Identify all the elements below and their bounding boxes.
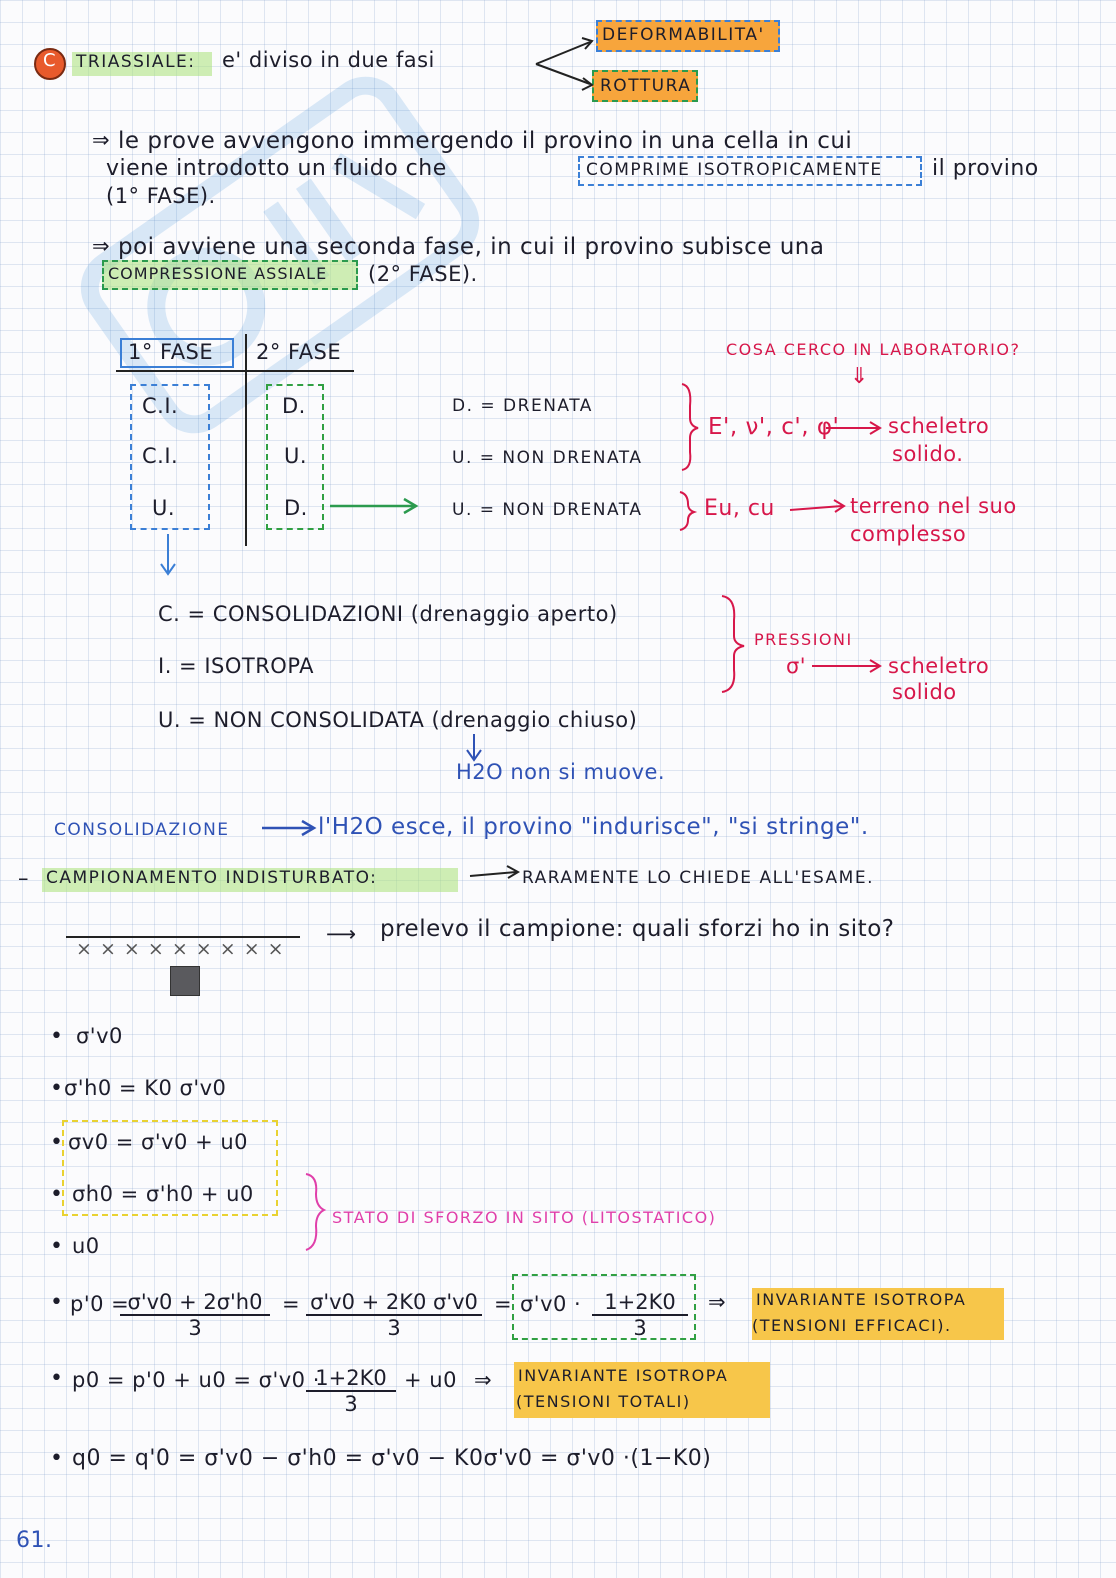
ground-marks: × × × × × × × × × xyxy=(76,938,285,960)
formula-sigma-h0-eff: σ'h0 = K0 σ'v0 xyxy=(64,1076,227,1100)
target-undrained-1: terreno nel suo xyxy=(850,494,1017,518)
bullet: • xyxy=(50,1446,63,1471)
para1-line3: (1° FASE). xyxy=(106,184,216,208)
equals: = xyxy=(494,1292,513,1316)
consolidation-text: l'H2O esce, il provino "indurisce", "si stringe". xyxy=(318,814,869,840)
legend-non-drenata: U. = NON DRENATA xyxy=(452,448,643,468)
p-label-2: (TENSIONI TOTALI) xyxy=(516,1392,691,1411)
section-letter: C xyxy=(43,50,57,71)
p-prime-frac-1-num: σ'v0 + 2σ'h0 xyxy=(120,1290,270,1316)
consolidation-term: CONSOLIDAZIONE xyxy=(54,820,230,840)
target-undrained-2: complesso xyxy=(850,522,967,546)
bullet: • xyxy=(50,1234,63,1259)
para1-line1: le prove avvengono immergendo il provino in una cella in cui xyxy=(118,128,853,154)
p-lhs: p0 = p'0 + u0 = σ'v0 · xyxy=(72,1368,320,1392)
black-arrow xyxy=(470,872,516,876)
pressures-target-1: scheletro xyxy=(888,654,990,678)
bullet: • xyxy=(50,1366,63,1391)
red-brace xyxy=(722,596,744,692)
table-col1-cell: U. xyxy=(152,496,176,520)
branch-rottura-label: ROTTURA xyxy=(600,76,692,96)
page-number: 61. xyxy=(16,1528,53,1553)
table-col2-cell: D. xyxy=(284,496,308,520)
para1-box-label: COMPRIME ISOTROPICAMENTE xyxy=(586,160,883,180)
p-frac-den: 3 xyxy=(344,1392,358,1416)
table-col2-cell: U. xyxy=(284,444,308,468)
table-col1-cell: C.I. xyxy=(142,444,179,468)
bullet: • xyxy=(50,1290,63,1315)
q-formula: q0 = q'0 = σ'v0 − σ'h0 = σ'v0 − K0σ'v0 = σ'v0 ·(1−K0) xyxy=(72,1446,712,1471)
branch-deformabilita-label: DEFORMABILITA' xyxy=(602,25,765,45)
params-undrained: Eu, cu xyxy=(704,496,775,521)
section-title-rest: e' diviso in due fasi xyxy=(222,48,435,72)
para2-phase: (2° FASE). xyxy=(368,262,478,286)
def-i: I. = ISOTROPA xyxy=(158,654,315,678)
formula-sigma-v0: σv0 = σ'v0 + u0 xyxy=(68,1130,249,1154)
def-note: H2O non si muove. xyxy=(456,760,666,784)
sampling-note: RARAMENTE LO CHIEDE ALL'ESAME. xyxy=(522,868,874,888)
p-prime-label-1: INVARIANTE ISOTROPA xyxy=(756,1290,967,1309)
red-brace xyxy=(682,384,698,470)
fork-arrow xyxy=(536,64,590,84)
table-header-phase2-label: 2° FASE xyxy=(256,340,342,364)
table-col1-cell: C.I. xyxy=(142,394,179,418)
p-tail: + u0 xyxy=(404,1368,457,1392)
p-label-1: INVARIANTE ISOTROPA xyxy=(518,1366,729,1385)
lab-question-arrow: ⇓ xyxy=(850,364,869,389)
para2-box-label: COMPRESSIONE ASSIALE xyxy=(108,264,328,283)
bullet: • xyxy=(50,1076,63,1101)
bullet: • xyxy=(50,1130,63,1155)
p-frac-num: 1+2K0 xyxy=(306,1366,396,1392)
in-situ-stress-label: STATO DI SFORZO IN SITO (LITOSTATICO) xyxy=(332,1208,717,1227)
p-prime-lhs: p'0 = xyxy=(70,1292,130,1316)
legend-non-drenata-2: U. = NON DRENATA xyxy=(452,500,643,520)
pressures-label: PRESSIONI xyxy=(754,630,853,649)
sampling-title: CAMPIONAMENTO INDISTURBATO: xyxy=(46,868,378,888)
p-prime-frac-1-den: 3 xyxy=(188,1316,202,1340)
formula-sigma-v0-eff: σ'v0 xyxy=(76,1024,123,1048)
sampling-arrow: ⟶ xyxy=(326,922,357,946)
arrow-bullet-2: ⇒ xyxy=(92,234,111,258)
arrow-bullet-1: ⇒ xyxy=(92,128,111,152)
para2-line1: poi avviene una seconda fase, in cui il provino subisce una xyxy=(118,234,825,260)
para1-line2b: il provino xyxy=(932,156,1039,181)
pressures-target-2: solido xyxy=(892,680,957,704)
lab-question: COSA CERCO IN LABORATORIO? xyxy=(726,340,1021,359)
implies-arrow: ⇒ xyxy=(474,1368,493,1392)
pressures-sigma: σ' xyxy=(786,654,807,678)
p-prime-frac-2-den: 3 xyxy=(387,1316,401,1340)
bullet: • xyxy=(50,1182,63,1207)
params-effective: E', ν', c', φ' xyxy=(708,414,840,440)
legend-drenata: D. = DRENATA xyxy=(452,396,593,416)
p-prime-result-factor: σ'v0 · xyxy=(520,1292,582,1316)
def-u: U. = NON CONSOLIDATA (drenaggio chiuso) xyxy=(158,708,638,732)
p-prime-result-den: 3 xyxy=(633,1316,647,1340)
formula-u0: u0 xyxy=(72,1234,100,1258)
table-header-phase1-label: 1° FASE xyxy=(128,340,214,364)
bullet: • xyxy=(50,1024,63,1049)
red-brace xyxy=(680,492,694,530)
para1-line2a: viene introdotto un fluido che xyxy=(106,156,447,181)
table-col2-cell: D. xyxy=(282,394,306,418)
formula-sigma-h0: σh0 = σ'h0 + u0 xyxy=(72,1182,254,1206)
p-prime-result-num: 1+2K0 xyxy=(592,1290,688,1316)
p-prime-frac-2-num: σ'v0 + 2K0 σ'v0 xyxy=(306,1290,482,1316)
red-arrow xyxy=(790,506,842,510)
def-c: C. = CONSOLIDAZIONI (drenaggio aperto) xyxy=(158,602,618,626)
equals: = xyxy=(282,1292,301,1316)
section-title: TRIASSIALE: xyxy=(76,52,196,72)
target-effective-1: scheletro xyxy=(888,414,990,438)
target-effective-2: solido. xyxy=(892,442,964,466)
magenta-brace xyxy=(306,1174,324,1250)
sampling-question: prelevo il campione: quali sforzi ho in sito? xyxy=(380,916,895,942)
sampling-dash: – xyxy=(18,866,29,890)
p-prime-label-2: (TENSIONI EFFICACI). xyxy=(752,1316,952,1335)
implies-arrow: ⇒ xyxy=(708,1290,727,1314)
fork-arrow xyxy=(536,42,590,64)
